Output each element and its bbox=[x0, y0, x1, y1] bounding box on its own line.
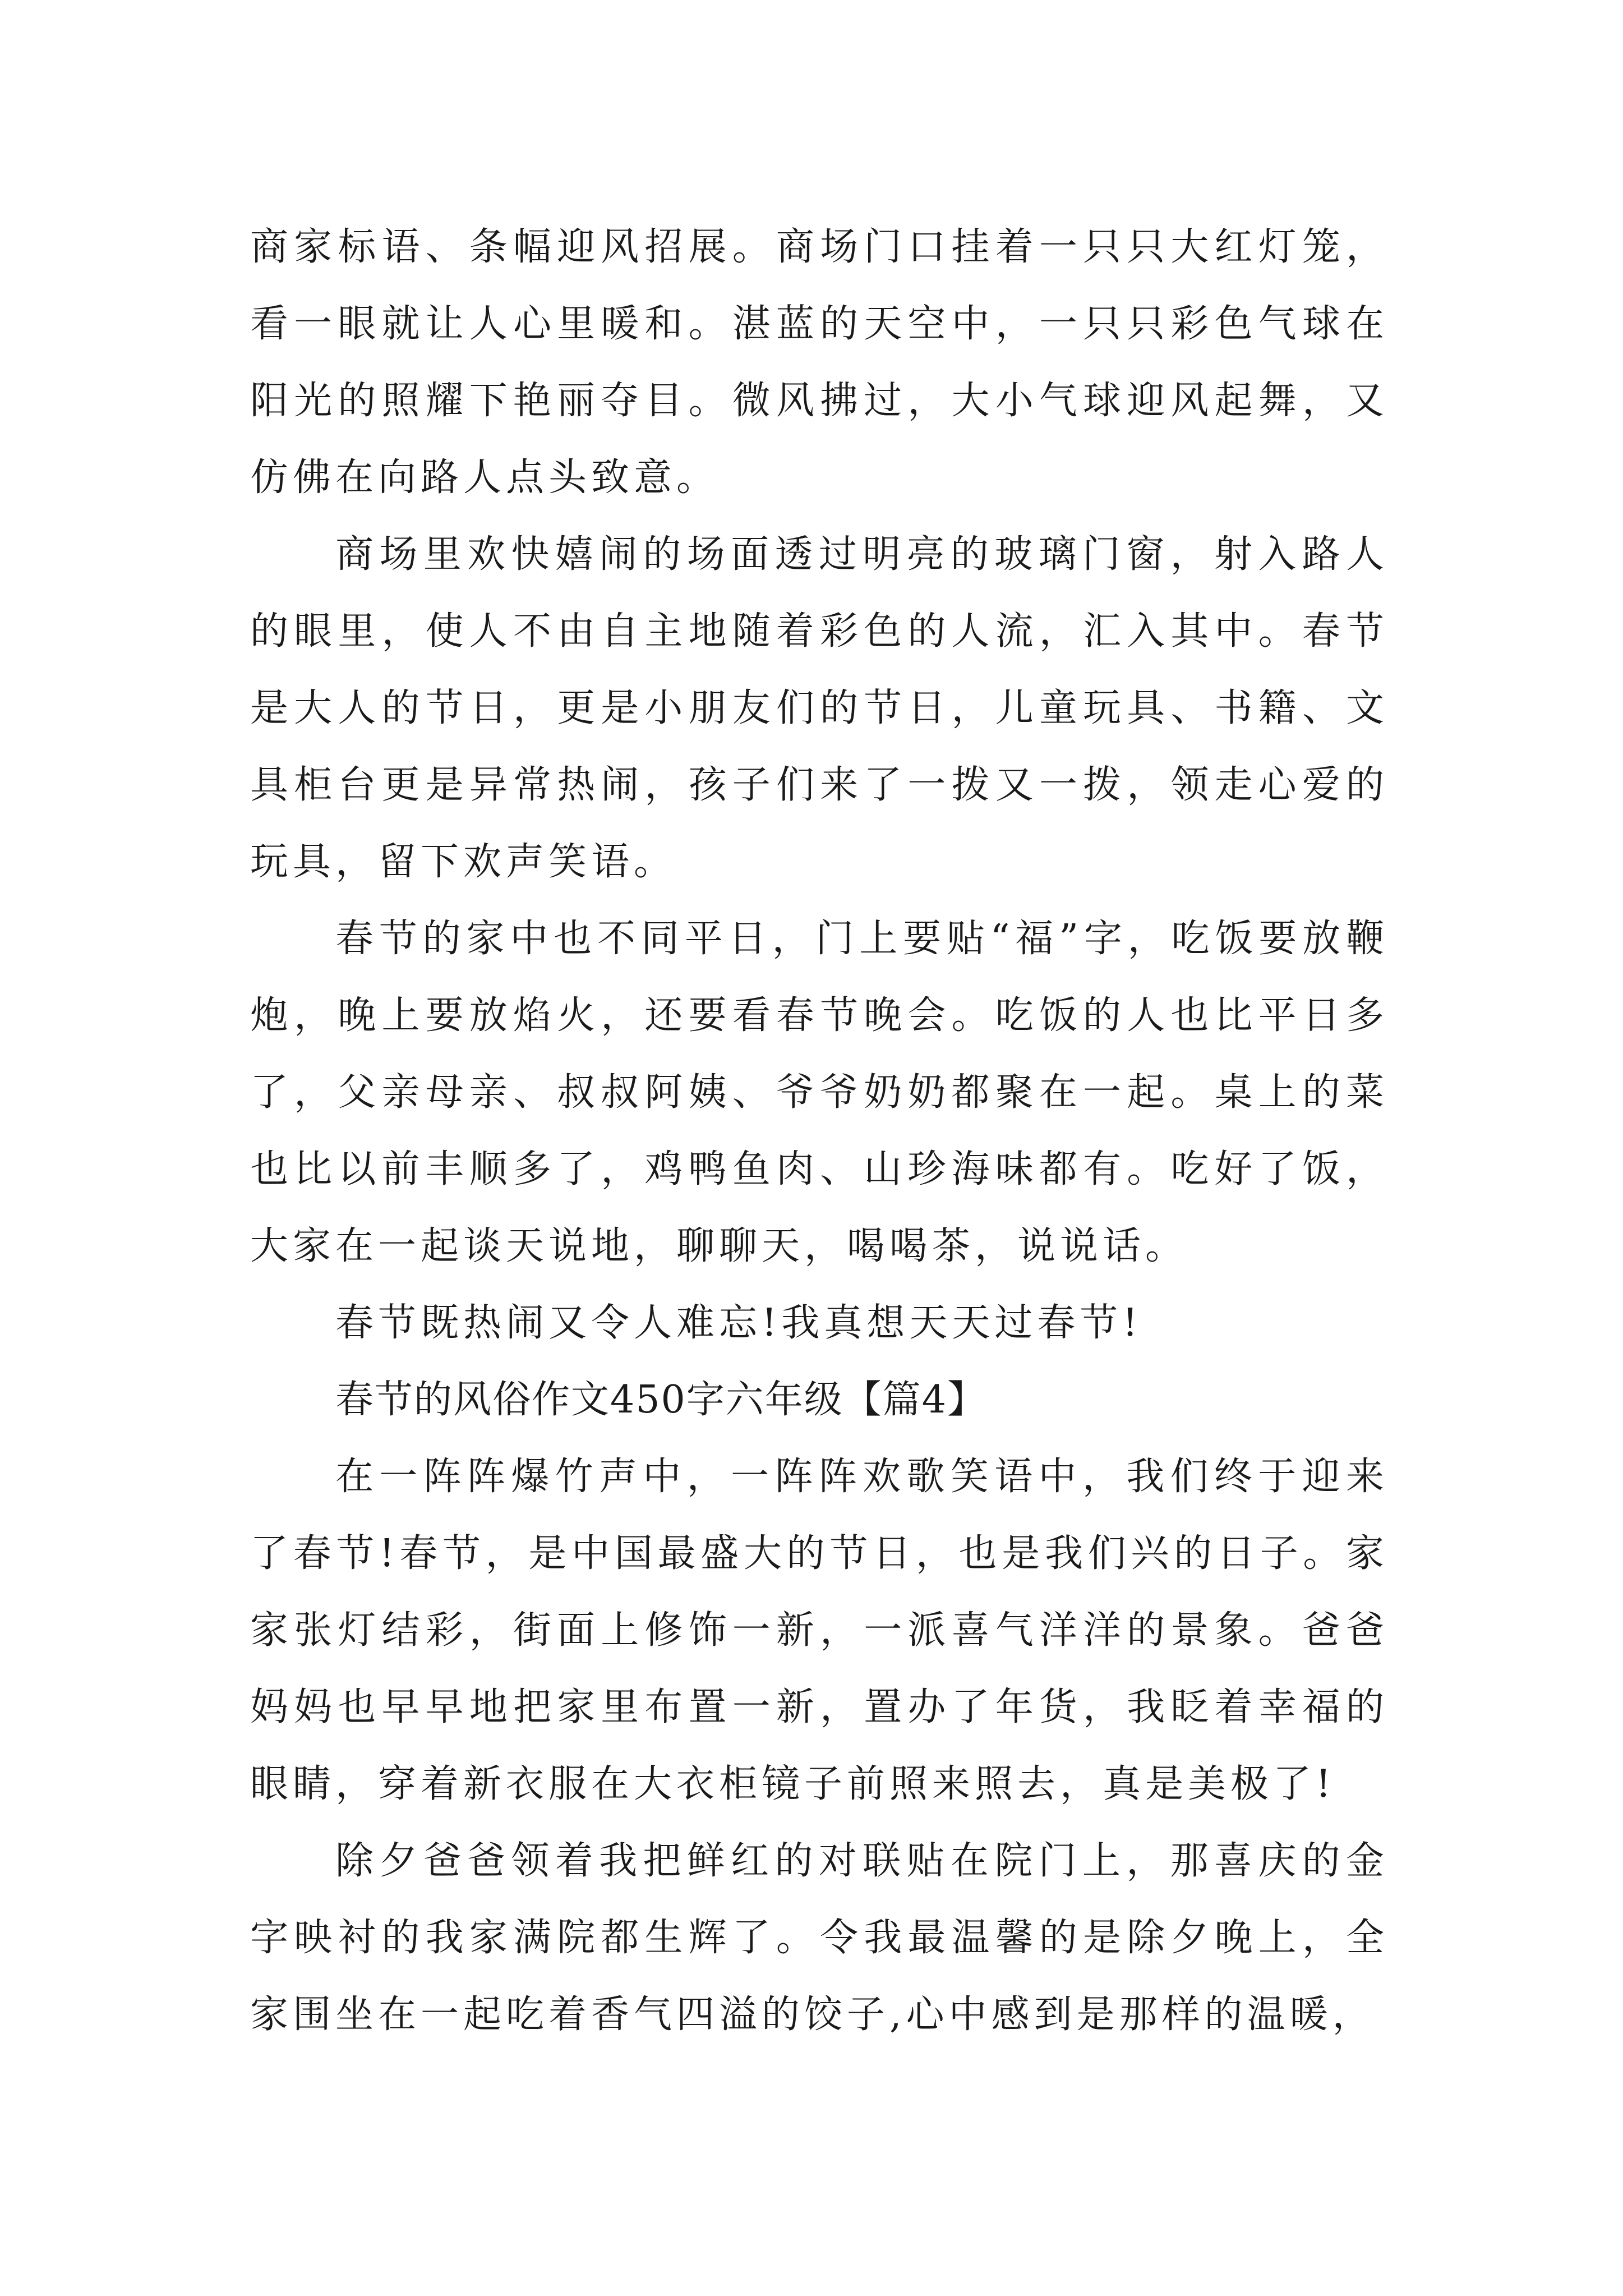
paragraph-mall-scene: 商场里欢快嬉闹的场面透过明亮的玻璃门窗，射入路人的眼里，使人不由自主地随着彩色的人流，汇入其中。春节是大人的节日，更是小朋友们的节日，儿童玩具、书籍、文具柜台更是异常热闹，孩子们来了一拨又一拨，领走心爱的玩具，留下欢声笑语。 bbox=[250, 532, 1389, 884]
paragraph-conclusion: 春节既热闹又令人难忘!我真想天天过春节! bbox=[335, 1301, 1142, 1345]
paragraph-continuation: 商家标语、条幅迎风招展。商场门口挂着一只只大红灯笼，看一眼就让人心里暖和。湛蓝的天空中，一只只彩色气球在阳光的照耀下艳丽夺目。微风拂过，大小气球迎风起舞，又仿佛在向路人点头致意。 bbox=[250, 225, 1389, 500]
paragraph-spring-festival-intro: 在一阵阵爆竹声中，一阵阵欢歌笑语中，我们终于迎来了春节!春节，是中国最盛大的节日，也是我们兴的日子。家家张灯结彩，街面上修饰一新，一派喜气洋洋的景象。爸爸妈妈也早早地把家里布置一新，置办了年货，我眨着幸福的眼睛，穿着新衣服在大衣柜镜子前照来照去，真是美极了! bbox=[250, 1455, 1389, 1806]
paragraph-home-festival: 春节的家中也不同平日，门上要贴“福”字，吃饭要放鞭炮，晚上要放焰火，还要看春节晚会。吃饭的人也比平日多了，父亲母亲、叔叔阿姨、爷爷奶奶都聚在一起。桌上的菜也比以前丰顺多了，鸡鸭鱼肉、山珍海味都有。吃好了饭，大家在一起谈天说地，聊聊天，喝喝茶，说说话。 bbox=[250, 917, 1389, 1268]
section-heading: 春节的风俗作文450字六年级【篇4】 bbox=[335, 1378, 987, 1422]
document-body bbox=[250, 209, 1389, 2053]
paragraph-new-year-eve: 除夕爸爸领着我把鲜红的对联贴在院门上，那喜庆的金字映衬的我家满院都生辉了。令我最温馨的是除夕晚上，全家围坐在一起吃着香气四溢的饺子,心中感到是那样的温暖， bbox=[250, 1839, 1389, 2037]
